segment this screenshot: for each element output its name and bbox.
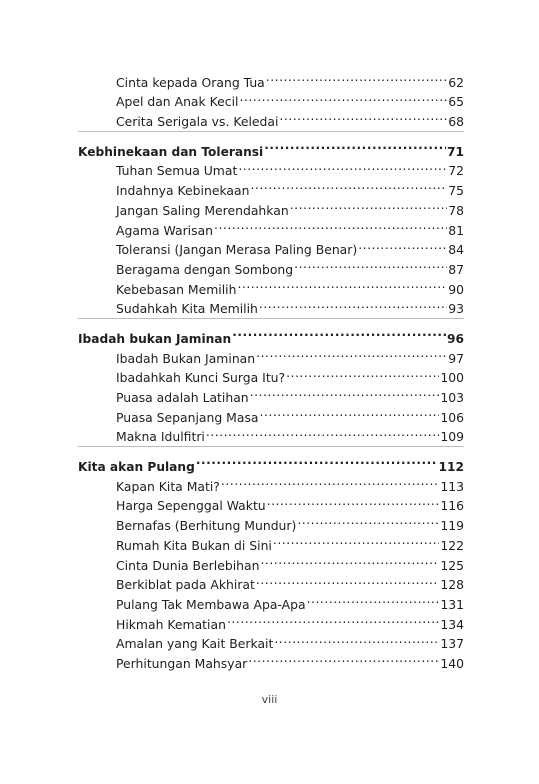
- dot-leader: [250, 175, 447, 195]
- dot-leader: [232, 323, 446, 343]
- toc-entry-title: Cinta kepada Orang Tua: [116, 74, 265, 90]
- toc-entry-page: 81: [448, 222, 464, 238]
- toc-entry-title: Bernafas (Berhitung Mundur): [116, 518, 297, 534]
- toc-chapter[interactable]: [78, 136, 464, 159]
- toc-entry-title: Cerita Serigala vs. Keledai: [116, 114, 279, 130]
- toc-entry[interactable]: [78, 67, 464, 90]
- toc-entry-page: 62: [448, 74, 464, 90]
- dot-leader: [290, 195, 448, 215]
- toc-entry-title: Berkiblat pada Akhirat: [116, 577, 255, 593]
- toc-entry-title: Amalan yang Kait Berkait: [116, 636, 274, 652]
- toc-entry-title: Jangan Saling Merendahkan: [116, 202, 289, 218]
- toc-chapter-title: Kita akan Pulang: [78, 460, 195, 475]
- toc-chapter-page: 112: [438, 460, 464, 475]
- toc-chapter-page: 96: [447, 331, 464, 346]
- toc-entry-title: Tuhan Semua Umat: [116, 163, 238, 179]
- toc-entry-title: Ibadah Bukan Jaminan: [116, 350, 256, 366]
- page-number: viii: [261, 693, 278, 706]
- toc-chapter-title: Kebhinekaan dan Toleransi: [78, 144, 264, 159]
- toc-chapter[interactable]: [78, 451, 464, 475]
- dot-leader: [214, 215, 447, 235]
- toc-entry-title: Toleransi (Jangan Merasa Paling Benar): [116, 242, 358, 258]
- toc-entry-title: Kapan Kita Mati?: [116, 478, 220, 494]
- toc-entry-page: 68: [448, 114, 464, 130]
- toc-entry-page: 134: [440, 616, 464, 632]
- toc-entry-title: Rumah Kita Bukan di Sini: [116, 537, 272, 553]
- dot-leader: [267, 491, 440, 511]
- lead-items: [78, 67, 464, 130]
- toc-entry-page: 103: [440, 390, 464, 405]
- toc-entry-page: 75: [448, 183, 464, 199]
- toc-entry-title: Apel dan Anak Kecil: [116, 94, 239, 110]
- dot-leader: [307, 589, 440, 609]
- toc-entry-page: 116: [440, 498, 464, 514]
- dot-leader: [238, 156, 447, 176]
- dot-leader: [256, 570, 439, 590]
- toc-entry-page: 137: [440, 636, 464, 652]
- dot-leader: [260, 550, 439, 570]
- dot-leader: [259, 294, 447, 314]
- toc-entry-page: 140: [440, 655, 464, 671]
- toc-entry-title: Cinta Dunia Berlebihan: [116, 557, 260, 573]
- toc-entry-page: 100: [440, 370, 464, 386]
- dot-leader: [196, 451, 438, 471]
- toc-entry-title: Perhitungan Mahsyar: [116, 655, 248, 671]
- toc-entry-title: Hikmah Kematian: [116, 616, 226, 632]
- dot-leader: [237, 274, 447, 294]
- dot-leader: [297, 510, 439, 530]
- dot-leader: [260, 402, 440, 422]
- dot-leader: [294, 254, 447, 274]
- toc-entry-page: 106: [440, 409, 464, 425]
- toc-chapter-page: 71: [447, 144, 464, 159]
- dot-leader: [206, 422, 439, 442]
- toc-entry-page: 109: [440, 429, 464, 445]
- chapter-section: [78, 451, 464, 671]
- toc-chapter-title: Ibadah bukan Jaminan: [78, 331, 232, 346]
- toc-entry-title: Makna Idulfitri: [116, 429, 205, 445]
- dot-leader: [358, 235, 447, 255]
- toc-entry-title: Ibadahkah Kunci Surga Itu?: [116, 370, 286, 386]
- dot-leader: [256, 343, 447, 363]
- toc-entry-page: 119: [440, 518, 464, 534]
- toc-entry-title: Indahnya Kebinekaan: [116, 183, 250, 199]
- dot-leader: [266, 67, 447, 87]
- toc-entry-page: 113: [440, 478, 464, 494]
- toc-entry-page: 87: [448, 261, 464, 277]
- toc-entry-page: 93: [448, 301, 464, 317]
- dot-leader: [239, 87, 447, 107]
- toc-entry-title: Beragama dengan Sombong: [116, 261, 294, 277]
- toc-entry-page: 122: [440, 537, 464, 553]
- dot-leader: [273, 530, 439, 550]
- toc-entry-page: 72: [448, 163, 464, 179]
- toc-entry-title: Puasa Sepanjang Masa: [116, 409, 259, 425]
- toc-entry-page: 78: [448, 202, 464, 218]
- dot-leader: [248, 648, 439, 668]
- dot-leader: [227, 609, 439, 629]
- toc-entry-page: 128: [440, 577, 464, 593]
- dot-leader: [264, 136, 446, 156]
- dot-leader: [221, 471, 439, 491]
- toc-entry-page: 97: [448, 350, 464, 366]
- toc-entry-page: 131: [440, 596, 464, 612]
- toc-entry-title: Sudahkah Kita Memilih: [116, 301, 258, 317]
- toc-entry-title: Harga Sepenggal Waktu: [116, 498, 266, 514]
- toc-entry-title: Puasa adalah Latihan: [116, 390, 249, 405]
- toc-entry-page: 65: [448, 94, 464, 110]
- toc-chapter[interactable]: [78, 323, 464, 346]
- chapter-section: [78, 323, 464, 445]
- toc-entry-title: Kebebasan Memilih: [116, 281, 237, 297]
- table-of-contents: [78, 67, 464, 671]
- chapter-section: [78, 136, 464, 317]
- toc-entry-title: Pulang Tak Membawa Apa-Apa: [116, 596, 306, 612]
- dot-leader: [286, 363, 439, 383]
- dot-leader: [250, 382, 440, 402]
- toc-entry-page: 90: [448, 281, 464, 297]
- toc-entry-page: 84: [448, 242, 464, 258]
- toc-entry-page: 125: [440, 557, 464, 573]
- dot-leader: [274, 629, 439, 649]
- toc-entry-title: Agama Warisan: [116, 222, 214, 238]
- dot-leader: [279, 106, 447, 126]
